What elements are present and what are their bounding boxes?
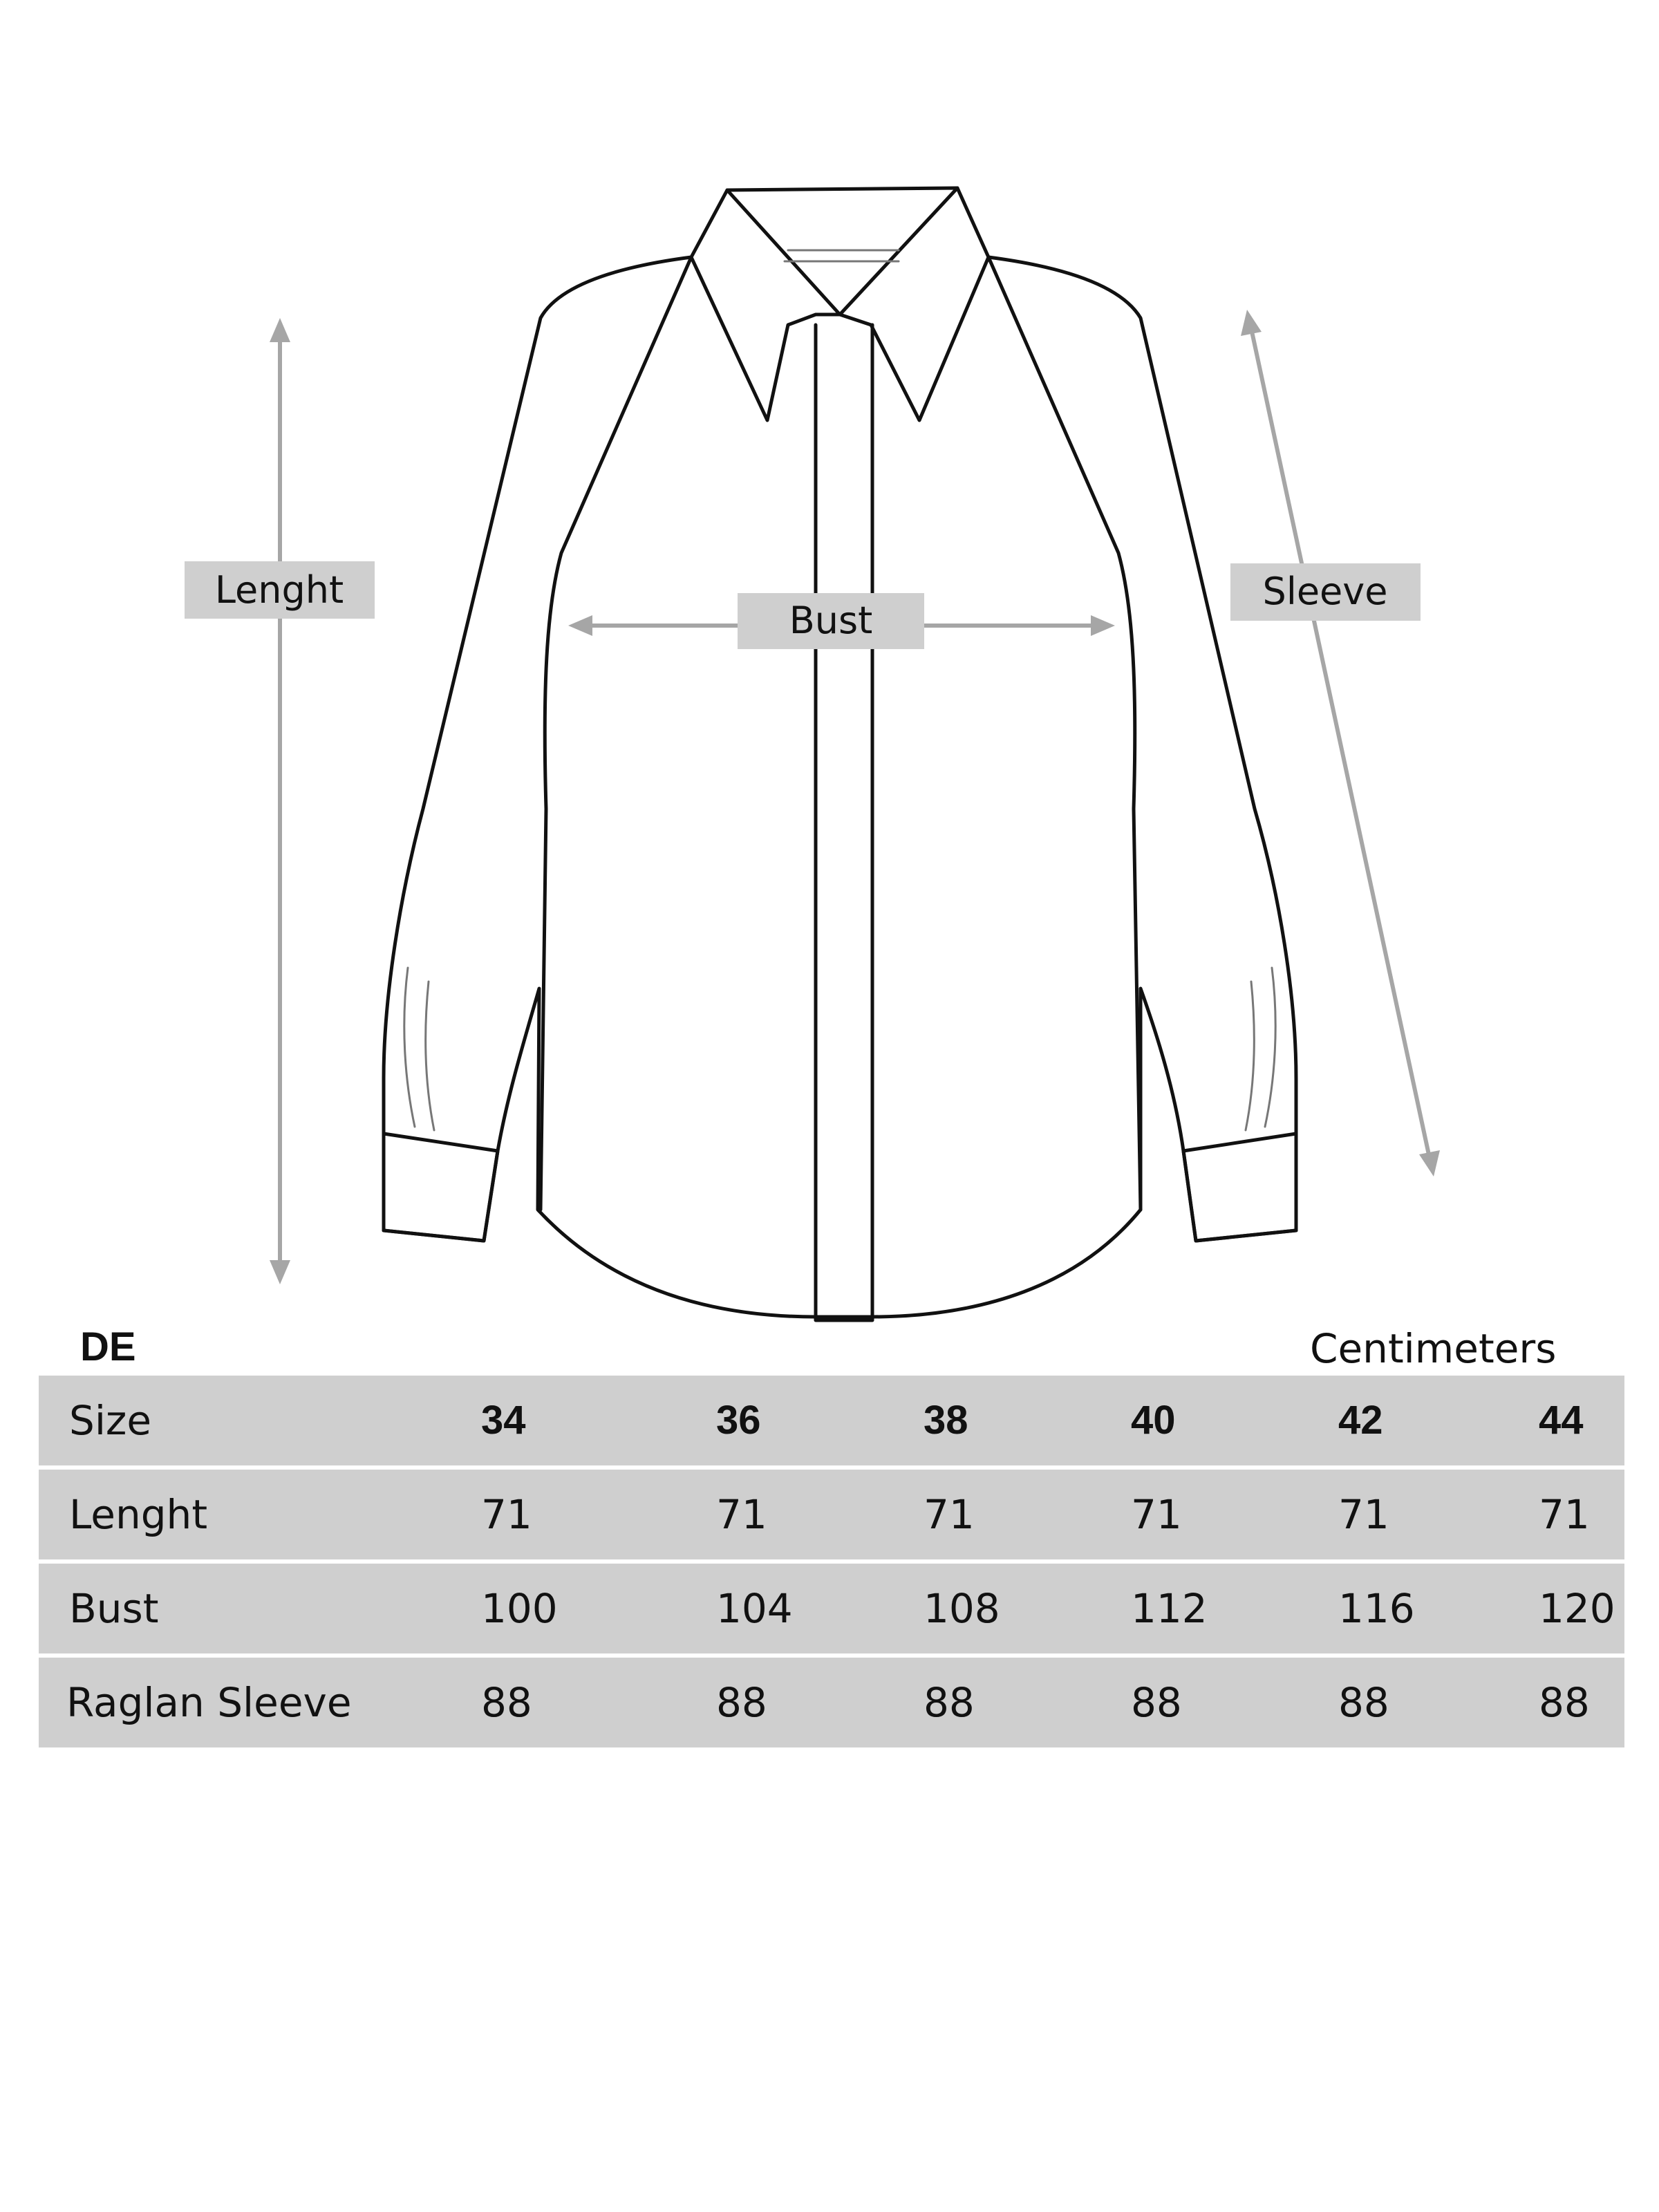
header-label: Size — [69, 1397, 152, 1444]
size-36: 36 — [716, 1398, 761, 1443]
row-label-length: Lenght — [69, 1491, 208, 1538]
collar — [691, 188, 988, 420]
shirt-body-outline — [384, 257, 1296, 1317]
table-cell: 88 — [924, 1679, 975, 1726]
table-header-row — [39, 1376, 1624, 1465]
size-region-label: DE — [80, 1324, 136, 1369]
table-cell: 71 — [481, 1491, 532, 1538]
left-sleeve-gathers — [404, 968, 434, 1130]
table-cell: 120 — [1539, 1585, 1615, 1632]
right-cuff — [1183, 1134, 1296, 1241]
size-44: 44 — [1539, 1398, 1584, 1443]
bust-label: Bust — [789, 599, 873, 642]
right-sleeve-gathers — [1246, 968, 1275, 1130]
table-cell: 88 — [1539, 1679, 1590, 1726]
size-38: 38 — [924, 1398, 968, 1443]
right-raglan-seam — [988, 257, 1141, 1210]
size-40: 40 — [1131, 1398, 1176, 1443]
left-raglan-seam — [541, 257, 691, 1210]
size-34: 34 — [481, 1398, 526, 1443]
sleeve-label: Sleeve — [1262, 570, 1388, 613]
table-cell: 71 — [1539, 1491, 1590, 1538]
row-label-bust: Bust — [69, 1585, 159, 1632]
length-label: Lenght — [214, 568, 344, 612]
table-row — [39, 1658, 1624, 1747]
table-cell: 104 — [716, 1585, 793, 1632]
row-label-raglan-sleeve: Raglan Sleeve — [66, 1679, 352, 1726]
table-row — [39, 1470, 1624, 1559]
table-cell: 112 — [1131, 1585, 1208, 1632]
left-cuff — [384, 1134, 498, 1241]
collar-back-lines — [785, 250, 899, 261]
unit-label: Centimeters — [1310, 1325, 1557, 1372]
table-cell: 88 — [481, 1679, 532, 1726]
size-42: 42 — [1338, 1398, 1383, 1443]
size-table — [39, 1376, 1624, 1752]
table-cell: 116 — [1338, 1585, 1415, 1632]
table-cell: 71 — [924, 1491, 975, 1538]
shirt-illustration — [384, 188, 1296, 1320]
table-cell: 108 — [924, 1585, 1000, 1632]
button-placket — [816, 325, 872, 1320]
table-cell: 100 — [481, 1585, 558, 1632]
table-cell: 88 — [1338, 1679, 1389, 1726]
table-cell: 71 — [1338, 1491, 1389, 1538]
length-arrow — [270, 318, 290, 1284]
table-row — [39, 1564, 1624, 1653]
sleeve-arrow — [1241, 310, 1440, 1177]
table-cell: 88 — [1131, 1679, 1182, 1726]
table-cell: 71 — [1131, 1491, 1182, 1538]
table-cell: 88 — [716, 1679, 767, 1726]
table-cell: 71 — [716, 1491, 767, 1538]
